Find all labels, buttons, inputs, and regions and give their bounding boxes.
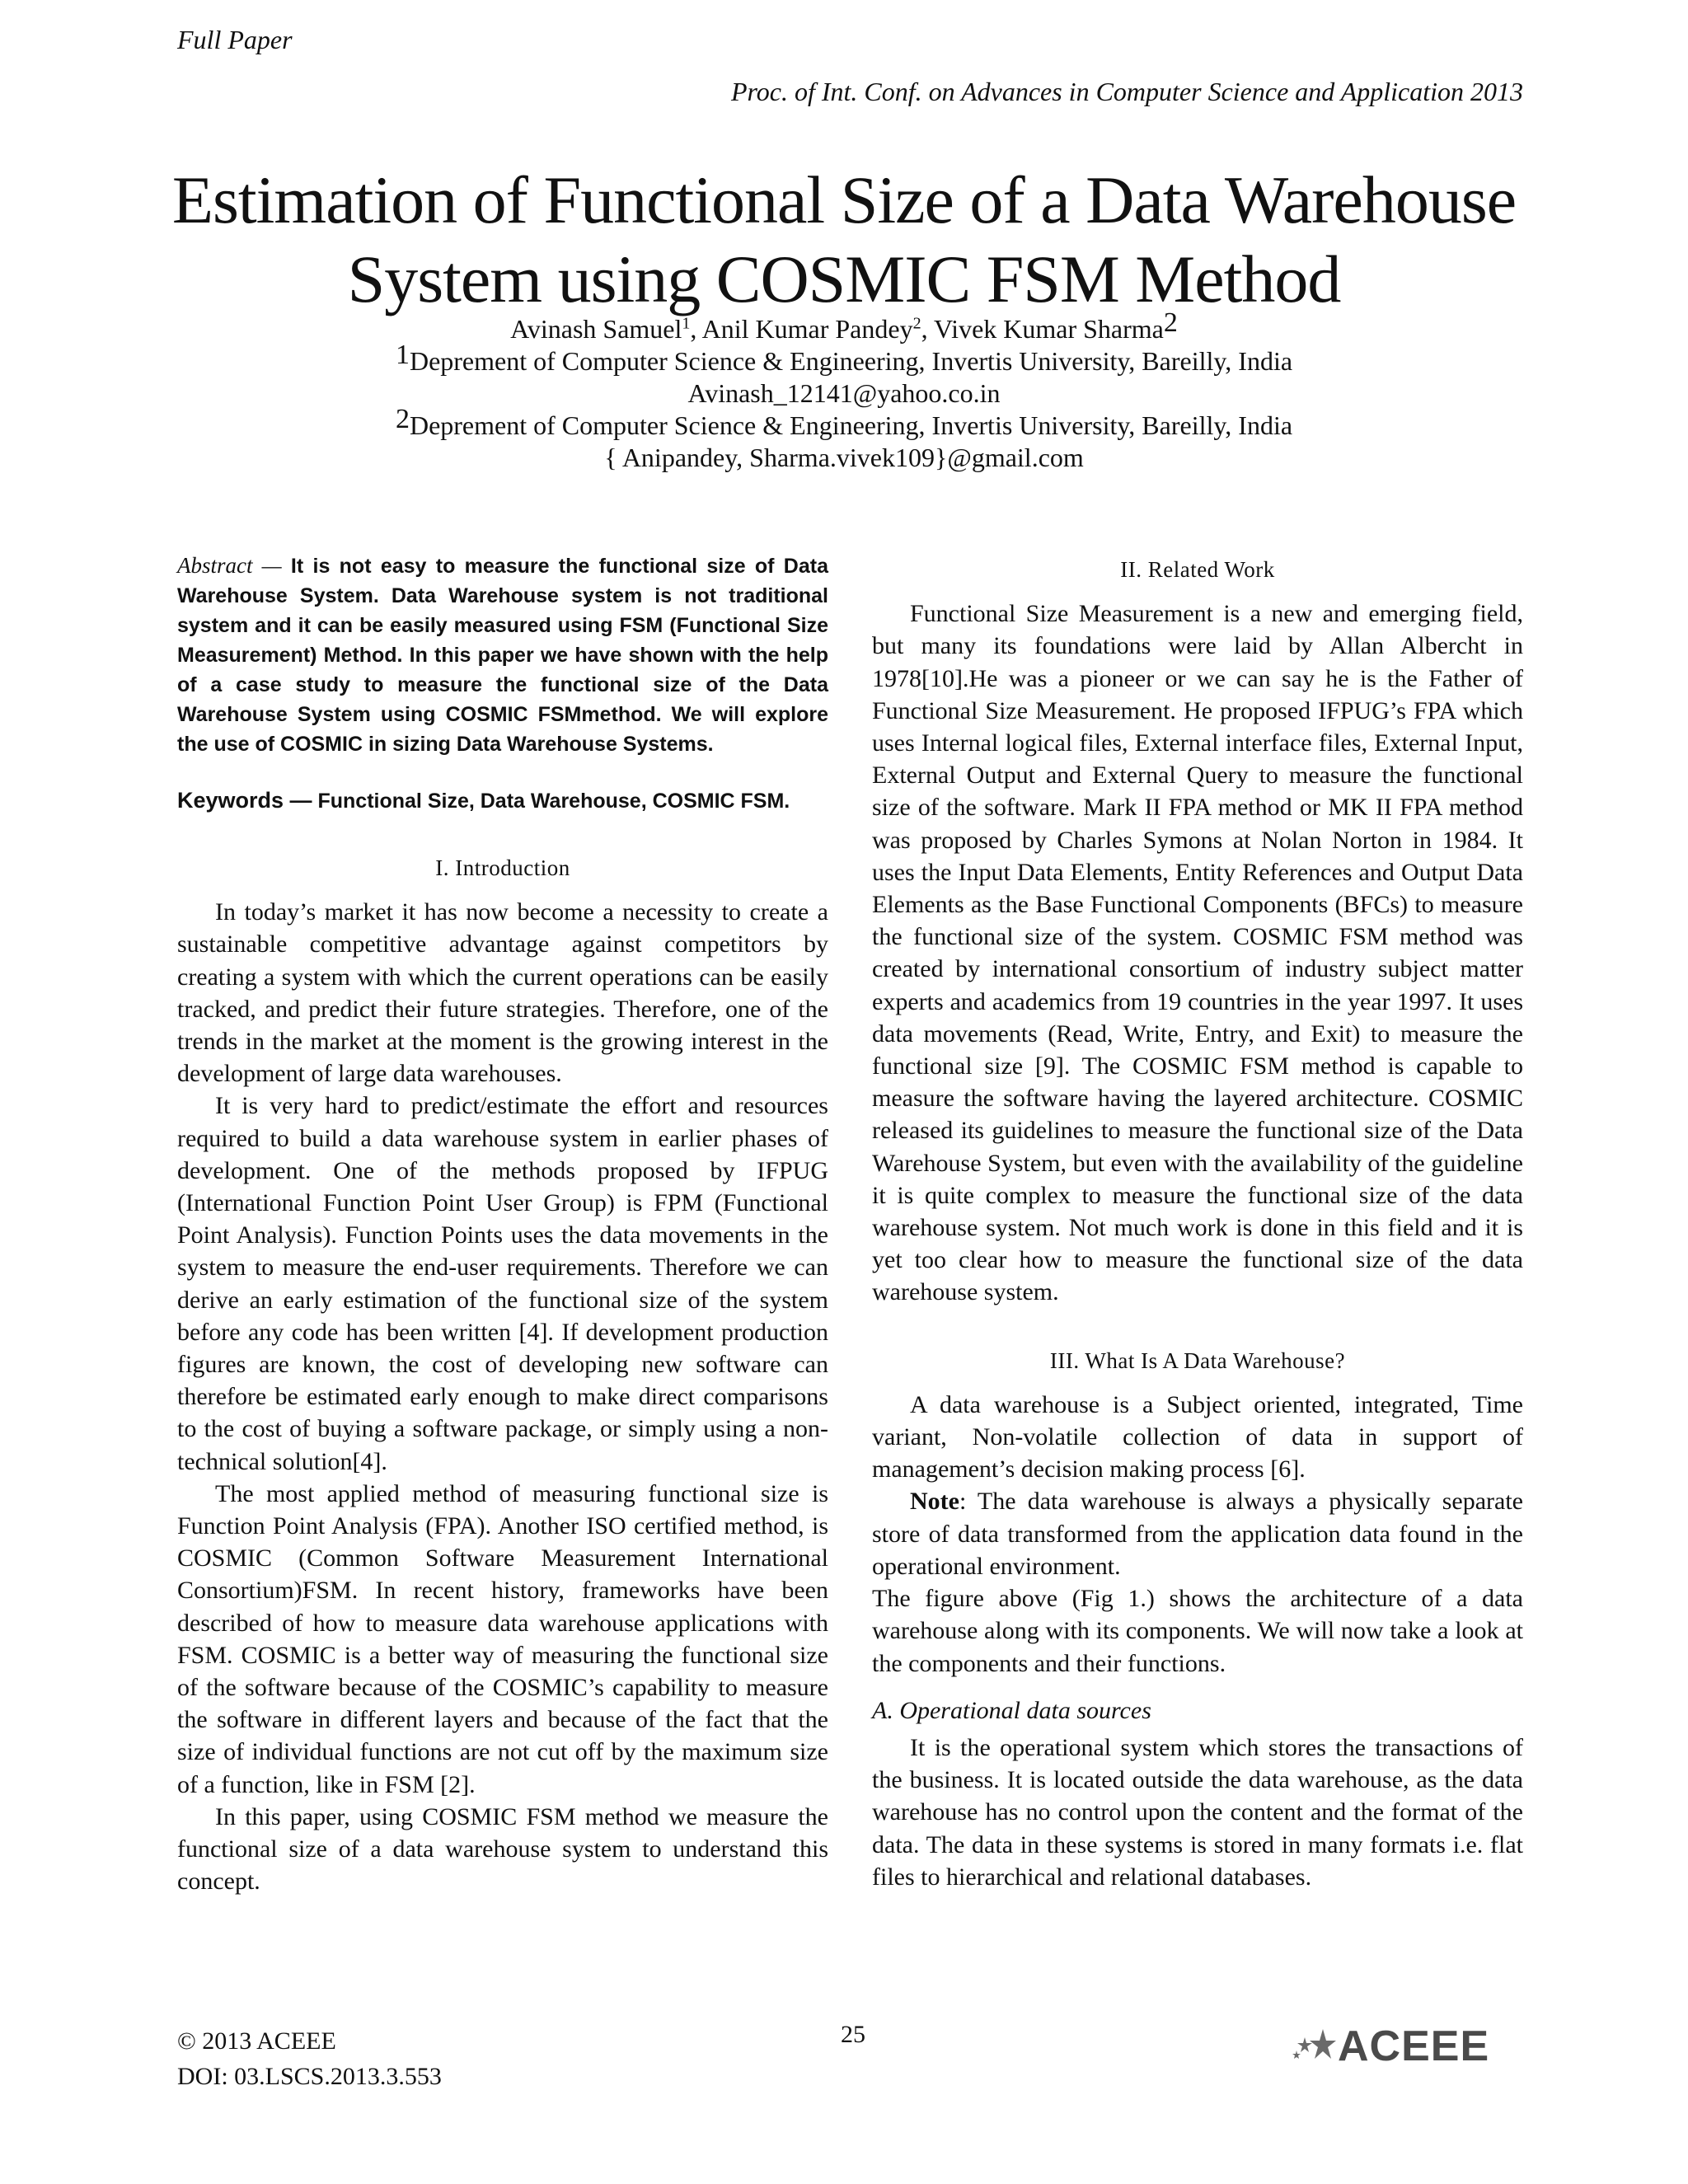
author-names (0, 307, 1688, 345)
left-column (177, 551, 828, 1898)
author-1-affil: 1 (682, 314, 691, 333)
affiliation-2-text: Deprement of Computer Science & Engineering, Invertis University, Bareilly, India (409, 410, 1293, 440)
intro-paragraph-2: It is very hard to predict/estimate the effort and resources required to build a data warehouse system in earlier phases of development. One of the methods proposed by IFPUG (International Function Point User Group) is FPM (Functional Point Analysis). Function Points uses the data movements in the system to measure the end-user requirements. Therefore we can derive an early estimation of the functional size of the system before any code has been written [4]. If development production figures are known, the cost of developing new software can therefore be estimated early enough to make direct comparisons to the cost of buying a software package, or simply using a non-technical solution[4]. (177, 1092, 828, 1475)
related-work-paragraph: Functional Size Measurement is a new and emerging field, but many its foundations were laid by Allan Albercht in 1978[10].He was a pioneer or we can say he is the Father of Functional Size Measurement. He proposed IFPUG’s FPA which uses Internal logical files, External interface files, External Input, External Output and External Query to measure the functional size of the software. Mark II FPA method or MK II FPA method was proposed by Charles Symons at Nolan Norton in 1984. It uses the Input Data Elements, Entity References and Output Data Elements as the Base Functional Components (BFCs) to measure the functional size of the system. COSMIC FSM method was created by international consortium of industry subject matter experts and academics from 19 countries in the year 1997. It uses data movements (Read, Write, Entry, and Exit) to measure the functional size [9]. The COSMIC FSM method is capable to measure the software having the layered architecture. COSMIC released its guidelines to measure the functional size of the Data Warehouse System, but even with the availability of the guideline it is quite complex to measure the functional size of the data warehouse system. Not much work is done in this field and it is yet too clear how to measure the functional size of the data warehouse system. (872, 600, 1523, 1306)
running-head-right: Proc. of Int. Conf. on Advances in Computer Science and Application 2013 (730, 77, 1523, 106)
logo-text: ACEEE (1338, 2022, 1490, 2070)
data-warehouse-definition: A data warehouse is a Subject oriented, integrated, Time variant, Non-volatile collection of data in support of management’s decision making process [6]. (872, 1390, 1523, 1483)
note-label: Note (910, 1488, 959, 1516)
abstract-text: It is not easy to measure the functional size of Data Warehouse System. Data Warehouse system is not traditional system and it can be easily measured using FSM (Functional Size Measurement) Method. In this paper we have shown with the help of a case study to measure the functional size of the Data Warehouse System using COSMIC FSMmethod. We will explore the use of COSMIC in sizing Data Warehouse Systems. (177, 555, 828, 756)
abstract-lead: Abstract — (177, 553, 282, 578)
paper-title (0, 161, 1688, 319)
right-column (872, 551, 1523, 1893)
page-number: 25 (841, 2021, 865, 2048)
keywords-lead: Keywords — (177, 788, 312, 813)
section-heading-introduction: I. Introduction (435, 855, 570, 880)
note-paragraph (872, 1485, 1523, 1582)
intro-paragraph-1: In today’s market it has now become a necessity to create a sustainable competitive advantage against competitors by creating a system with which the current operations can be easily tracked, and predict their future strategies. Therefore, one of the trends in the market at the moment is the growing interest in the development of large data warehouses. (177, 898, 828, 1088)
affiliation-2 (0, 404, 1688, 442)
email-2: { Anipandey, Sharma.vivek109}@gmail.com (604, 443, 1084, 472)
affiliation-2-mark: 2 (395, 404, 410, 434)
doi: DOI: 03.LSCS.2013.3.553 (177, 2063, 442, 2090)
copyright: © 2013 ACEEE (177, 2027, 336, 2055)
email-1: Avinash_12141@yahoo.co.in (687, 378, 1001, 408)
section-heading-data-warehouse: III. What Is A Data Warehouse? (1049, 1347, 1346, 1373)
running-head-left: Full Paper (177, 25, 293, 54)
intro-paragraph-3: The most applied method of measuring functional size is Function Point Analysis (FPA). Another ISO certified method, is COSMIC (Common Software Measurement International Consortium)FSM. In recent history, frameworks have been described of how to measure data warehouse applications with FSM. COSMIC is a better way of measuring the functional size of the software because of the COSMIC’s capability to measure the software in different layers and because of the fact that the size of individual functions are not cut off by the maximum size of a function, like in FSM [2]. (177, 1479, 828, 1798)
aceee-star-icon (1290, 2026, 1336, 2067)
affiliation-1-mark: 1 (395, 340, 410, 370)
affiliation-1-text: Deprement of Computer Science & Engineering, Invertis University, Bareilly, India (409, 346, 1293, 376)
title-line-1: Estimation of Functional Size of a Data Warehouse (171, 162, 1517, 237)
section-heading-related-work: II. Related Work (1120, 557, 1275, 582)
title-line-2: System using COSMIC FSM Method (347, 241, 1341, 316)
keywords-text: Functional Size, Data Warehouse, COSMIC FSM. (312, 790, 790, 813)
intro-paragraph-4: In this paper, using COSMIC FSM method we measure the functional size of a data warehouse system to understand this concept. (177, 1802, 828, 1896)
note-text: : The data warehouse is always a physically separate store of data transformed from the application data found in the operational environment. (872, 1488, 1523, 1580)
author-1: Avinash Samuel (510, 314, 682, 344)
affiliation-1 (0, 340, 1688, 377)
author-2: , Anil Kumar Pandey (690, 314, 913, 344)
footer-left (177, 2023, 442, 2094)
author-2-affil: 2 (912, 314, 921, 333)
author-3: , Vivek Kumar Sharma (921, 314, 1164, 344)
subsection-heading-operational-data-sources: A. Operational data sources (872, 1696, 1151, 1724)
abstract (177, 551, 828, 759)
operational-sources-paragraph: It is the operational system which stores the transactions of the business. It is located outside the data warehouse, as the data warehouse has no control upon the content and the format of the data. The data in these systems is stored in many formats i.e. flat files to hierarchical and relational databases. (872, 1733, 1523, 1891)
author-block (0, 307, 1688, 474)
author-3-affil: 2 (1163, 307, 1178, 338)
architecture-paragraph: The figure above (Fig 1.) shows the architecture of a data warehouse along with its components. We will now take a look at the components and their functions. (872, 1585, 1523, 1677)
aceee-logo (1290, 2023, 1529, 2069)
keywords (177, 785, 828, 816)
